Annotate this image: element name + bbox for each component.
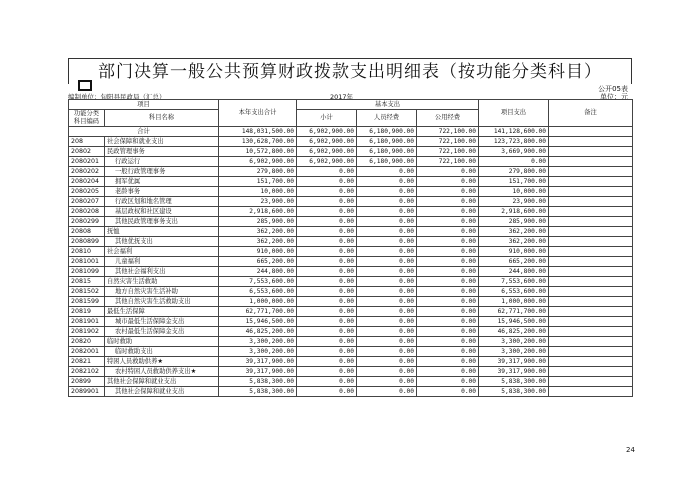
row-name: 抚恤 [105,227,219,237]
header-code: 功能分类科目编码 [69,110,105,127]
row-code: 20819 [69,307,105,317]
row-code: 2081001 [69,257,105,267]
row-personnel: 0.00 [357,167,417,177]
row-total: 279,800.00 [219,167,297,177]
row-subtotal: 0.00 [297,227,357,237]
row-name: 其他社会保障和就业支出 [105,387,219,397]
row-public: 0.00 [417,307,479,317]
row-personnel: 6,180,900.00 [357,157,417,167]
row-project: 151,700.00 [479,177,549,187]
total-public: 722,100.00 [417,127,479,137]
page-title: 部门决算一般公共预算财政拨款支出明细表（按功能分类科目） [98,62,602,82]
row-remark [549,187,633,197]
row-subtotal: 0.00 [297,377,357,387]
row-name: 农村特困人员救助供养支出★ [105,367,219,377]
row-personnel: 0.00 [357,327,417,337]
row-public: 722,100.00 [417,137,479,147]
row-project: 362,200.00 [479,227,549,237]
row-code: 2081099 [69,267,105,277]
row-personnel: 0.00 [357,187,417,197]
row-subtotal: 0.00 [297,287,357,297]
table-row [69,297,633,307]
row-code: 2080204 [69,177,105,187]
row-personnel: 0.00 [357,317,417,327]
row-total: 6,553,600.00 [219,287,297,297]
table-row [69,177,633,187]
row-project: 1,000,000.00 [479,297,549,307]
row-subtotal: 0.00 [297,187,357,197]
row-remark [549,367,633,377]
row-subtotal: 0.00 [297,327,357,337]
row-project: 5,838,300.00 [479,387,549,397]
row-public: 0.00 [417,357,479,367]
row-project: 3,300,200.00 [479,337,549,347]
row-name: 老龄事务 [105,187,219,197]
row-name: 社会福利 [105,247,219,257]
row-remark [549,207,633,217]
row-personnel: 0.00 [357,207,417,217]
row-remark [549,337,633,347]
row-project: 39,317,900.00 [479,367,549,377]
row-total: 1,000,000.00 [219,297,297,307]
row-subtotal: 0.00 [297,237,357,247]
row-personnel: 0.00 [357,227,417,237]
row-name: 特困人员救助供养★ [105,357,219,367]
row-total: 5,838,300.00 [219,377,297,387]
row-project: 39,317,900.00 [479,357,549,367]
table-row [69,287,633,297]
row-remark [549,357,633,367]
row-code: 20899 [69,377,105,387]
corner-mark [78,80,92,91]
row-name: 其他社会保障和就业支出 [105,377,219,387]
row-name: 拥军优属 [105,177,219,187]
table-row [69,257,633,267]
row-public: 0.00 [417,347,479,357]
row-subtotal: 0.00 [297,367,357,377]
table-row [69,197,633,207]
row-personnel: 6,180,900.00 [357,137,417,147]
row-remark [549,317,633,327]
table-row [69,247,633,257]
row-personnel: 0.00 [357,237,417,247]
row-personnel: 0.00 [357,377,417,387]
row-project: 910,000.00 [479,247,549,257]
page-number: 24 [626,446,635,454]
row-code: 2080201 [69,157,105,167]
row-total: 130,628,700.00 [219,137,297,147]
row-project: 6,553,600.00 [479,287,549,297]
header-remark: 备注 [549,100,633,127]
row-subtotal: 0.00 [297,177,357,187]
row-project: 23,900.00 [479,197,549,207]
table-row [69,337,633,347]
row-subtotal: 6,902,900.00 [297,157,357,167]
row-code: 2081599 [69,297,105,307]
table-row [69,217,633,227]
row-subtotal: 0.00 [297,247,357,257]
row-public: 0.00 [417,257,479,267]
row-personnel: 0.00 [357,297,417,307]
row-name: 社会保障和就业支出 [105,137,219,147]
header-personnel: 人员经费 [357,110,417,127]
row-total: 46,825,200.00 [219,327,297,337]
row-project: 15,946,500.00 [479,317,549,327]
row-public: 0.00 [417,377,479,387]
row-personnel: 0.00 [357,197,417,207]
total-remark [549,127,633,137]
row-total: 910,000.00 [219,247,297,257]
table-row [69,387,633,397]
row-remark [549,377,633,387]
table-row [69,277,633,287]
row-public: 0.00 [417,167,479,177]
row-code: 2080299 [69,217,105,227]
row-code: 2081901 [69,317,105,327]
row-code: 20815 [69,277,105,287]
row-project: 123,723,800.00 [479,137,549,147]
row-remark [549,327,633,337]
row-personnel: 0.00 [357,367,417,377]
row-personnel: 0.00 [357,217,417,227]
row-name: 其他优抚支出 [105,237,219,247]
row-remark [549,267,633,277]
row-remark [549,297,633,307]
form-number: 公开05表 [598,85,628,93]
row-personnel: 6,180,900.00 [357,147,417,157]
header-public: 公用经费 [417,110,479,127]
row-subtotal: 6,902,900.00 [297,137,357,147]
table-row [69,367,633,377]
row-public: 0.00 [417,227,479,237]
row-remark [549,387,633,397]
row-code: 208 [69,137,105,147]
row-subtotal: 0.00 [297,207,357,217]
row-name: 儿童福利 [105,257,219,267]
row-code: 2081502 [69,287,105,297]
row-remark [549,217,633,227]
table-row [69,327,633,337]
row-total: 15,946,500.00 [219,317,297,327]
row-remark [549,347,633,357]
row-public: 0.00 [417,187,479,197]
row-public: 0.00 [417,177,479,187]
row-personnel: 0.00 [357,337,417,347]
row-project: 244,800.00 [479,267,549,277]
header-name: 科目名称 [105,110,219,127]
row-subtotal: 0.00 [297,277,357,287]
header-project-exp: 项目支出 [479,100,549,127]
row-name: 农村最低生活保障金支出 [105,327,219,337]
row-public: 0.00 [417,277,479,287]
table-row [69,147,633,157]
row-project: 362,200.00 [479,237,549,247]
row-public: 0.00 [417,337,479,347]
row-name: 民政管理事务 [105,147,219,157]
row-subtotal: 0.00 [297,257,357,267]
row-code: 20802 [69,147,105,157]
row-code: 20820 [69,337,105,347]
row-name: 自然灾害生活救助 [105,277,219,287]
row-personnel: 0.00 [357,387,417,397]
row-public: 722,100.00 [417,157,479,167]
row-public: 0.00 [417,317,479,327]
table-row [69,207,633,217]
row-total: 3,300,200.00 [219,337,297,347]
row-project: 10,000.00 [479,187,549,197]
row-personnel: 0.00 [357,287,417,297]
row-total: 5,838,300.00 [219,387,297,397]
row-subtotal: 0.00 [297,197,357,207]
row-total: 151,700.00 [219,177,297,187]
table-row [69,347,633,357]
row-subtotal: 0.00 [297,347,357,357]
row-code: 2080208 [69,207,105,217]
row-total: 362,200.00 [219,237,297,247]
org-label: 编制单位： [68,93,101,101]
total-personnel: 6,180,900.00 [357,127,417,137]
row-total: 39,317,900.00 [219,367,297,377]
row-personnel: 0.00 [357,277,417,287]
row-project: 7,553,600.00 [479,277,549,287]
row-name: 其他自然灾害生活救助支出 [105,297,219,307]
row-subtotal: 6,902,900.00 [297,147,357,157]
row-remark [549,287,633,297]
row-project: 5,838,300.00 [479,377,549,387]
row-code: 2080207 [69,197,105,207]
row-project: 62,771,700.00 [479,307,549,317]
row-subtotal: 0.00 [297,297,357,307]
row-total: 285,900.00 [219,217,297,227]
row-code: 20821 [69,357,105,367]
row-project: 0.00 [479,157,549,167]
row-remark [549,277,633,287]
table-row [69,307,633,317]
row-code: 2082102 [69,367,105,377]
row-subtotal: 0.00 [297,267,357,277]
row-remark [549,167,633,177]
row-project: 285,900.00 [479,217,549,227]
row-total: 244,800.00 [219,267,297,277]
row-personnel: 0.00 [357,177,417,187]
row-code: 20808 [69,227,105,237]
row-remark [549,237,633,247]
row-total: 362,200.00 [219,227,297,237]
row-remark [549,147,633,157]
total-project: 141,128,600.00 [479,127,549,137]
table-row [69,227,633,237]
row-project: 46,825,200.00 [479,327,549,337]
row-project: 2,918,600.00 [479,207,549,217]
row-code: 2080205 [69,187,105,197]
total-row [69,127,633,137]
row-public: 722,100.00 [417,147,479,157]
header-project: 项目 [69,100,219,110]
row-total: 2,918,600.00 [219,207,297,217]
row-total: 665,200.00 [219,257,297,267]
row-remark [549,227,633,237]
row-name: 临时救助 [105,337,219,347]
row-total: 3,300,200.00 [219,347,297,357]
row-total: 7,553,600.00 [219,277,297,287]
row-name: 一般行政管理事务 [105,167,219,177]
row-public: 0.00 [417,207,479,217]
expenditure-table [68,99,633,397]
row-personnel: 0.00 [357,347,417,357]
row-name: 行政运行 [105,157,219,167]
row-remark [549,307,633,317]
table-row [69,267,633,277]
row-subtotal: 0.00 [297,307,357,317]
header-total: 本年支出合计 [219,100,297,127]
row-personnel: 0.00 [357,257,417,267]
row-subtotal: 0.00 [297,357,357,367]
total-label: 合计 [69,127,219,137]
row-total: 10,000.00 [219,187,297,197]
row-total: 6,902,900.00 [219,157,297,167]
row-code: 2080899 [69,237,105,247]
total-total: 148,031,500.00 [219,127,297,137]
row-code: 20810 [69,247,105,257]
row-code: 2082001 [69,347,105,357]
row-subtotal: 0.00 [297,387,357,397]
table-row [69,157,633,167]
row-name: 行政区划和地名管理 [105,197,219,207]
row-code: 2089901 [69,387,105,397]
row-name: 地方自然灾害生活补助 [105,287,219,297]
table-row [69,317,633,327]
total-subtotal: 6,902,900.00 [297,127,357,137]
row-name: 基层政权和社区建设 [105,207,219,217]
row-personnel: 0.00 [357,247,417,257]
row-personnel: 0.00 [357,267,417,277]
row-remark [549,157,633,167]
row-remark [549,137,633,147]
row-name: 其他社会福利支出 [105,267,219,277]
row-code: 2080202 [69,167,105,177]
row-project: 279,800.00 [479,167,549,177]
row-total: 23,900.00 [219,197,297,207]
row-personnel: 0.00 [357,307,417,317]
row-subtotal: 0.00 [297,317,357,327]
row-name: 城市最低生活保障金支出 [105,317,219,327]
table-row [69,167,633,177]
row-name: 临时救助支出 [105,347,219,357]
row-code: 2081902 [69,327,105,337]
table-row [69,187,633,197]
row-remark [549,177,633,187]
header-basic: 基本支出 [297,100,479,110]
row-project: 3,669,900.00 [479,147,549,157]
row-public: 0.00 [417,287,479,297]
row-total: 10,572,800.00 [219,147,297,157]
row-public: 0.00 [417,267,479,277]
report-year: 2017年 [330,93,354,101]
row-project: 3,300,200.00 [479,347,549,357]
row-remark [549,197,633,207]
row-subtotal: 0.00 [297,167,357,177]
row-subtotal: 0.00 [297,337,357,347]
row-public: 0.00 [417,247,479,257]
row-total: 62,771,700.00 [219,307,297,317]
row-subtotal: 0.00 [297,217,357,227]
row-project: 665,200.00 [479,257,549,267]
row-public: 0.00 [417,387,479,397]
row-public: 0.00 [417,217,479,227]
row-public: 0.00 [417,197,479,207]
row-total: 39,317,900.00 [219,357,297,367]
row-personnel: 0.00 [357,357,417,367]
header-subtotal: 小计 [297,110,357,127]
row-remark [549,257,633,267]
row-name: 最低生活保障 [105,307,219,317]
row-public: 0.00 [417,367,479,377]
unit-label: 单位：元 [600,93,628,101]
row-public: 0.00 [417,327,479,337]
table-row [69,377,633,387]
row-public: 0.00 [417,297,479,307]
row-name: 其他民政管理事务支出 [105,217,219,227]
table-row [69,237,633,247]
row-remark [549,247,633,257]
org-name: 旬阳县民政局（汇总） [100,93,166,101]
row-public: 0.00 [417,237,479,247]
table-row [69,137,633,147]
table-row [69,357,633,367]
